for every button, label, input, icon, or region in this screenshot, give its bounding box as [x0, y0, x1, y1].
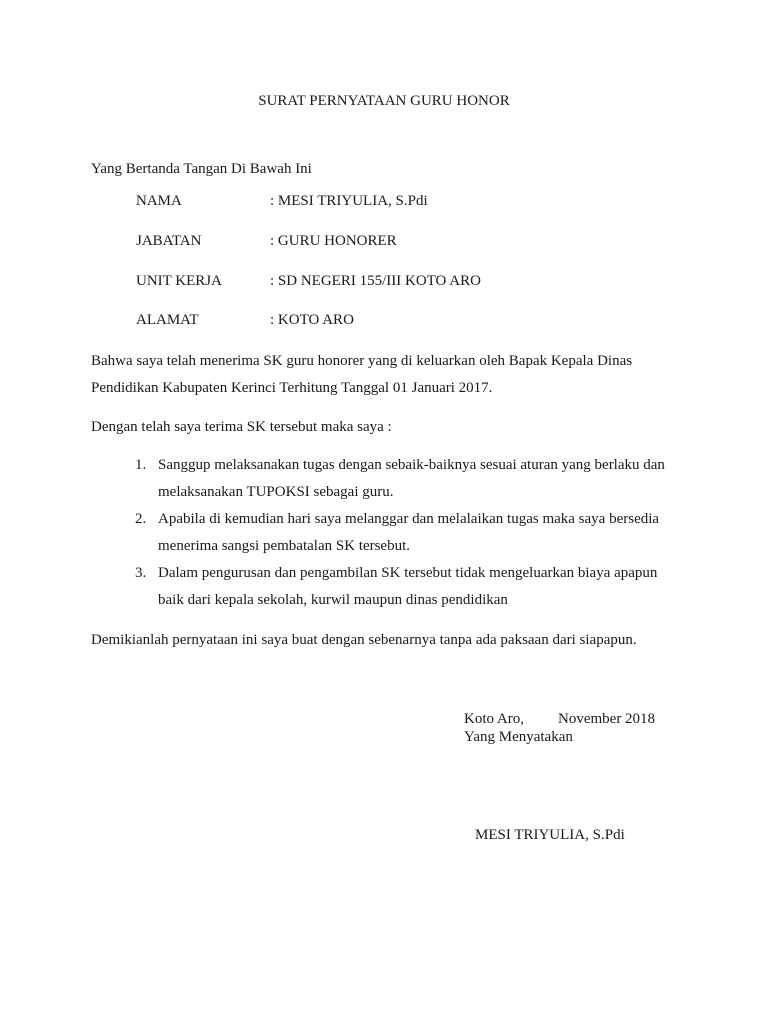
list-item	[0, 506, 768, 560]
field-label-nama: NAMA	[136, 193, 182, 209]
list-item-text: Dalam pengurusan dan pengambilan SK tersebut tidak mengeluarkan biaya apapun baik dari kepala sekolah, kurwil maupun dinas pendidikan	[158, 565, 658, 608]
field-value-nama: : MESI TRIYULIA, S.Pdi	[270, 193, 428, 209]
field-label-alamat: ALAMAT	[136, 312, 199, 328]
list-item-number: 2.	[135, 511, 147, 527]
intro-text: Yang Bertanda Tangan Di Bawah Ini	[91, 161, 312, 177]
field-label-jabatan: JABATAN	[136, 233, 202, 249]
signer-name: MESI TRIYULIA, S.Pdi	[475, 827, 625, 843]
signature-place: Koto Aro,	[464, 711, 524, 727]
signature-statement: Yang Menyatakan	[464, 729, 573, 745]
list-item	[0, 560, 768, 614]
list-item-number: 3.	[135, 565, 147, 581]
list-item-number: 1.	[135, 457, 147, 473]
field-label-unit-kerja: UNIT KERJA	[136, 273, 222, 289]
field-value-jabatan: : GURU HONORER	[270, 233, 397, 249]
list-item-text: Apabila di kemudian hari saya melanggar dan melalaikan tugas maka saya bersedia menerima sangsi pembatalan SK tersebut.	[158, 511, 660, 554]
field-value-unit-kerja: : SD NEGERI 155/III KOTO ARO	[270, 273, 481, 289]
list-item-text: Sanggup melaksanakan tugas dengan sebaik-baiknya sesuai aturan yang berlaku dan melaksanakan TUPOKSI sebagai guru.	[158, 457, 665, 500]
commitment-list	[0, 452, 768, 614]
statement-paragraph: Bahwa saya telah menerima SK guru honorer yang di keluarkan oleh Bapak Kepala Dinas Pendidikan Kabupaten Kerinci Terhitung Tanggal 01 Januari 2017.	[91, 353, 633, 396]
list-item	[0, 452, 768, 506]
document-title: SURAT PERNYATAAN GURU HONOR	[258, 93, 510, 109]
field-value-alamat: : KOTO ARO	[270, 312, 354, 328]
commitment-intro: Dengan telah saya terima SK tersebut maka saya :	[91, 419, 392, 435]
signature-date: November 2018	[558, 711, 656, 727]
closing-text: Demikianlah pernyataan ini saya buat dengan sebenarnya tanpa ada paksaan dari siapapun.	[91, 632, 637, 648]
